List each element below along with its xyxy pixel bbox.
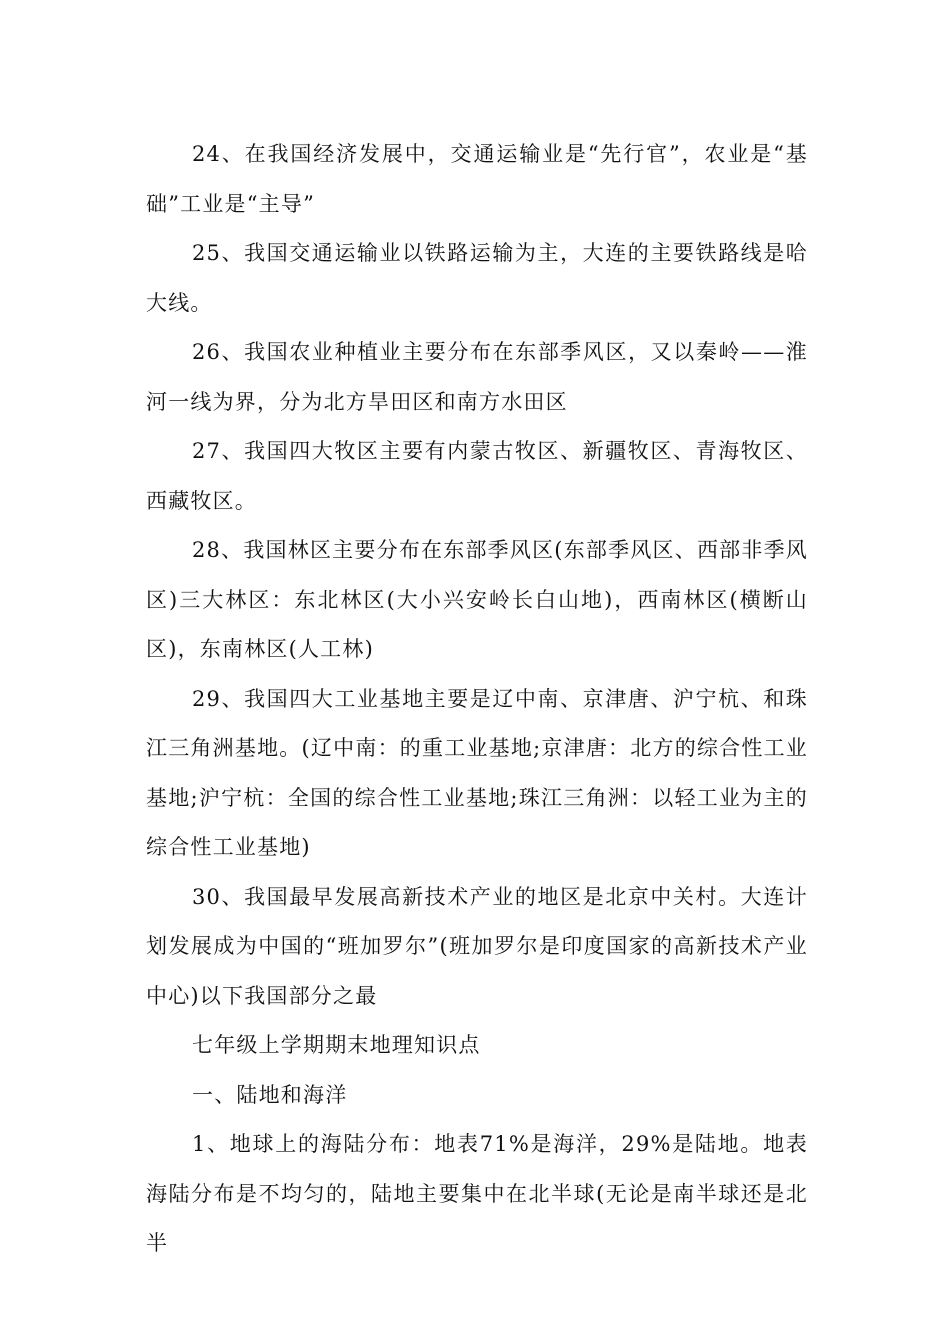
document-body bbox=[146, 130, 808, 1269]
section-title: 七年级上学期期末地理知识点 bbox=[192, 1033, 481, 1057]
paragraph-26: 26、我国农业种植业主要分布在东部季风区，又以秦岭——淮河一线为界，分为北方旱田区和南方水田区 bbox=[146, 340, 808, 414]
paragraph-1: 1、地球上的海陆分布：地表71%是海洋，29%是陆地。地表海陆分布是不均匀的，陆地主要集中在北半球(无论是南半球还是北半 bbox=[146, 1132, 808, 1255]
paragraph-25: 25、我国交通运输业以铁路运输为主，大连的主要铁路线是哈大线。 bbox=[146, 241, 808, 315]
section-heading-land-and-ocean: 一、陆地和海洋 bbox=[192, 1082, 348, 1107]
paragraph-28: 28、我国林区主要分布在东部季风区(东部季风区、西部非季风区)三大林区：东北林区(大小兴安岭长白山地)，西南林区(横断山区)，东南林区(人工林) bbox=[146, 538, 808, 661]
paragraph-30: 30、我国最早发展高新技术产业的地区是北京中关村。大连计划发展成为中国的“班加罗尔”(班加罗尔是印度国家的高新技术产业中心)以下我国部分之最 bbox=[146, 884, 808, 1008]
paragraph-29: 29、我国四大工业基地主要是辽中南、京津唐、沪宁杭、和珠江三角洲基地。(辽中南：的重工业基地;京津唐：北方的综合性工业基地;沪宁杭：全国的综合性工业基地;珠江三角洲：以轻工业为主的综合性工业基地) bbox=[146, 686, 808, 859]
paragraph-27: 27、我国四大牧区主要有内蒙古牧区、新疆牧区、青海牧区、西藏牧区。 bbox=[146, 439, 808, 513]
paragraph-24: 24、在我国经济发展中，交通运输业是“先行官”，农业是“基础”工业是“主导” bbox=[146, 142, 808, 216]
